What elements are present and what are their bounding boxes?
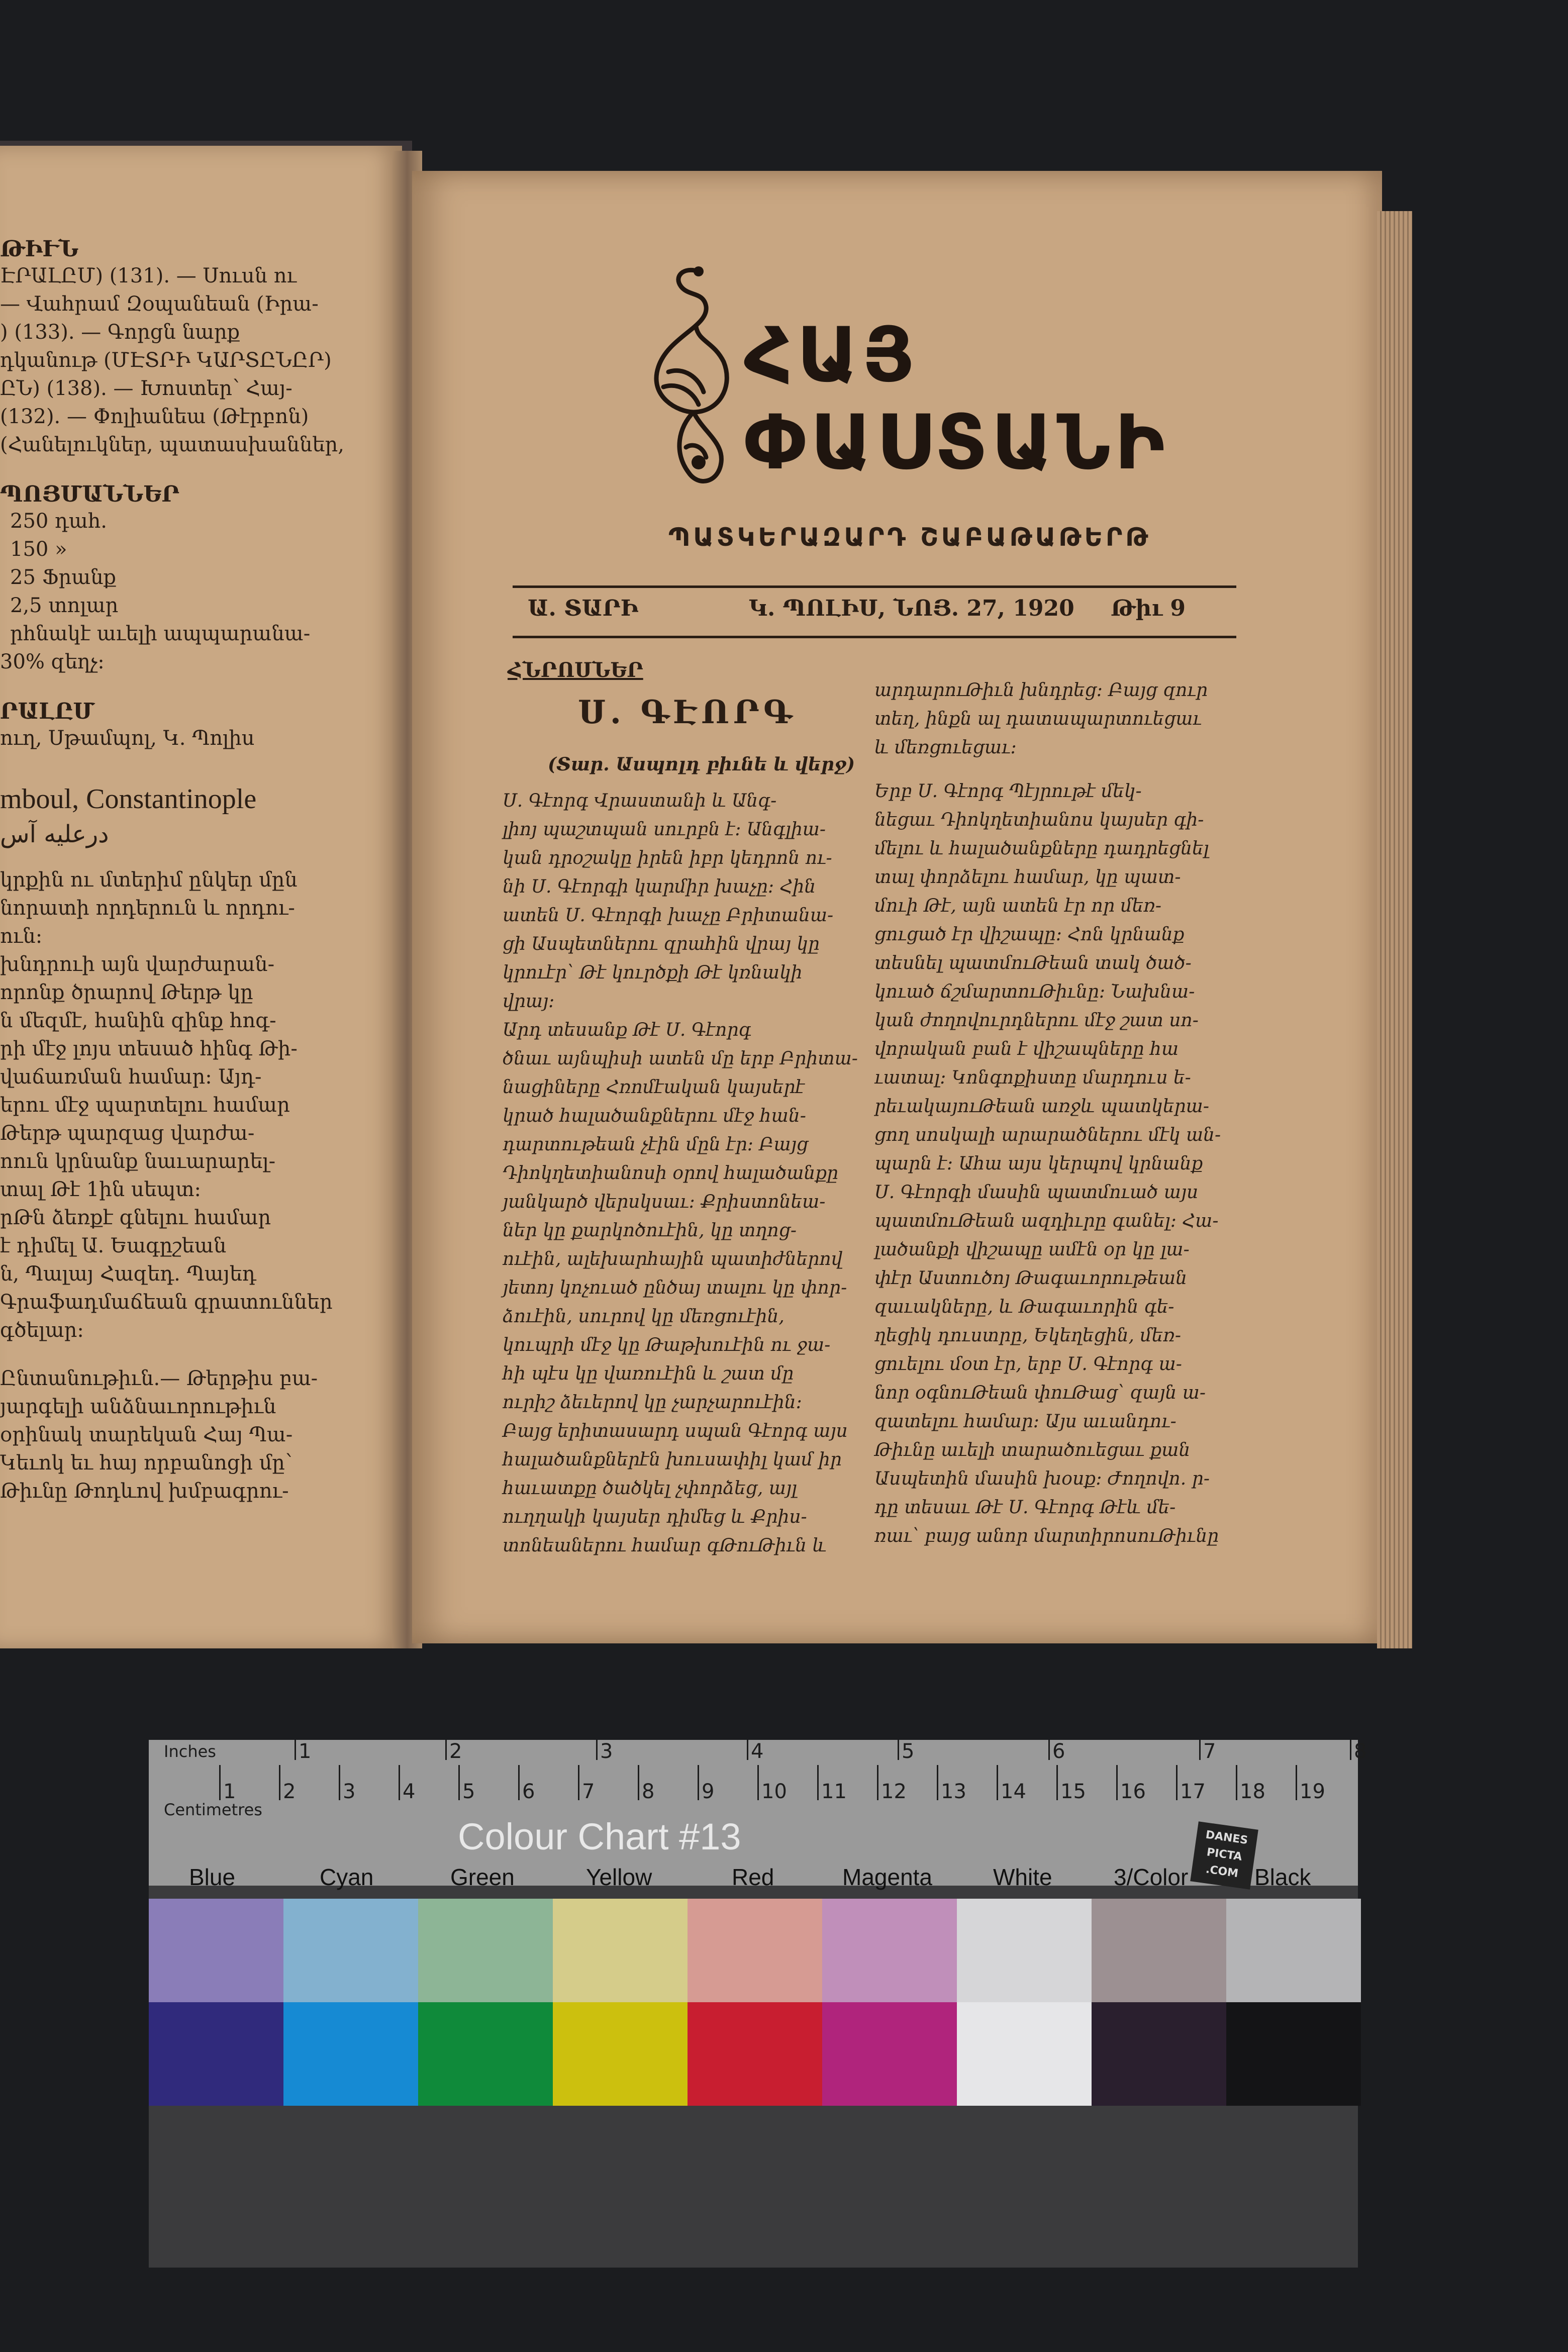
article-line: լածանքի վիշապը ամէն օր կը լա-	[874, 1239, 1190, 1260]
article-line: նեցաւ Դիոկղետիանոս կայսեր գի-	[874, 810, 1204, 830]
article-line: Ս. Գէորգ Վրաստանի և Անգ-	[503, 791, 777, 811]
place-date: Կ. ՊՈԼԻՍ, ՆՈՅ. 27, 1920	[749, 596, 1074, 621]
cm-tick	[578, 1765, 579, 1800]
article-line: Թիւնը աւելի տարածուեցաւ քան	[874, 1440, 1191, 1460]
colour-swatch-bottom	[688, 2002, 822, 2106]
inch-tick	[898, 1740, 899, 1760]
left-page-line: ՊՈՅՄԱՆՆԵՐ	[0, 481, 180, 507]
inch-number: 6	[1052, 1740, 1065, 1763]
inch-number: 1	[299, 1740, 312, 1763]
header-rule-top	[513, 585, 1236, 588]
cm-number: 19	[1300, 1780, 1325, 1803]
cm-number: 18	[1240, 1780, 1265, 1803]
article-line: Բայց երիտասարդ սպան Գէորգ այս	[503, 1421, 848, 1441]
article-line: հաւատքը ծածկել չփորձեց, այլ	[503, 1478, 798, 1499]
left-page-line: Ընտանութիւն.— Թերթիս բա-	[0, 1367, 318, 1390]
cm-tick	[638, 1765, 639, 1800]
article-line: պատմուԹեան ազդիւրը գանել: Հա-	[874, 1211, 1219, 1231]
article-line: կուած ճշմարտուԹիւնը: Նախնա-	[874, 982, 1195, 1002]
left-page-line: درعليه آس	[0, 820, 109, 848]
article-line: ղեցիկ դուստրը, Եկեղեցին, մեռ-	[874, 1325, 1182, 1346]
left-page-line: 2,5 տոլար	[10, 594, 119, 617]
article-line: կան ժողովուրդներու մէջ շատ սո-	[874, 1010, 1199, 1031]
left-page-line: է դիմել Ա. Եագըշեան	[0, 1234, 227, 1257]
ruler-cm-label: Centimetres	[164, 1800, 262, 1819]
ruler-inches-label: Inches	[164, 1742, 216, 1761]
cm-tick	[937, 1765, 938, 1800]
cm-number: 15	[1060, 1780, 1086, 1803]
left-page-line: խնդրուի այն վարժարան-	[0, 953, 275, 976]
article-line: հի պէս կը վառուէին և շատ մը	[503, 1363, 794, 1384]
left-page-line: Կեւոկ եւ հայ որբանոցի մը՝	[0, 1451, 292, 1475]
article-line: զատելու համար: Այս աւանդու-	[874, 1411, 1177, 1432]
colour-label: Yellow	[586, 1864, 652, 1890]
colour-label: Red	[732, 1864, 774, 1890]
article-line: ցուցած էր վիշապը: Հոն կրնանք	[874, 924, 1185, 945]
article-line: Երբ Ս. Գէորգ Պէյրութէ մեկ-	[874, 781, 1142, 802]
inch-number: 8	[1354, 1740, 1367, 1763]
left-page-line: տալ Թէ 1ին սեպտ:	[0, 1178, 201, 1201]
article-line: նացիները Հռոմէական կայսերէ	[503, 1077, 805, 1098]
left-page-line: 25 Ֆրանք	[10, 566, 117, 589]
left-page-line: ԷՐԱԼԸՄ) (131). — Սուսն ու	[0, 264, 297, 287]
article-byline: (Տար. Ասպոլդ բիւնե և վերջ)	[548, 754, 855, 775]
inch-tick	[295, 1740, 296, 1760]
cm-tick	[219, 1765, 221, 1800]
article-line: ուրիշ ձեւերով կը չարչարուէին:	[503, 1392, 802, 1413]
article-line: ձուէին, սուրով կը մեռցուէին,	[503, 1306, 785, 1327]
cm-number: 17	[1180, 1780, 1206, 1803]
newspaper-subtitle: ՊԱՏԿԵՐԱԶԱՐԴ ՇԱԲԱԹԱԹԵՐԹ	[668, 523, 1151, 552]
colour-swatch-bottom	[957, 2002, 1092, 2106]
article-line: ռաւ՝ բայց անոր մարտիրոսուԹիւնը	[874, 1526, 1219, 1546]
article-line: տեսնել պատմուԹեան տակ ծած-	[874, 953, 1192, 973]
left-page-line: գծելար:	[0, 1319, 84, 1342]
article-line: արդարուԹիւն խնդրեց: Բայց զուր	[874, 680, 1208, 701]
article-line: կրուէր՝ Թէ կուրծքի Թէ կռնակի	[503, 962, 803, 983]
colour-label: 3/Color	[1114, 1864, 1189, 1890]
article-line: ուէին, ալեխարհային պատիժներով	[503, 1249, 843, 1269]
inch-number: 3	[600, 1740, 613, 1763]
cm-number: 5	[462, 1780, 475, 1803]
left-page-line: ) (133). — Գորցն նարք	[0, 321, 240, 344]
article-line: լիոյ պաշտպան սուրբն է: Անգլիա-	[503, 819, 826, 840]
cm-tick	[1296, 1765, 1297, 1800]
colour-label: White	[993, 1864, 1052, 1890]
colour-swatch-top	[822, 1899, 957, 2002]
cm-tick	[1176, 1765, 1178, 1800]
cm-number: 9	[702, 1780, 715, 1803]
cm-tick	[877, 1765, 878, 1800]
inch-tick	[1048, 1740, 1050, 1760]
colour-swatch-bottom	[1226, 2002, 1361, 2106]
colour-swatch-top	[1092, 1899, 1226, 2002]
article-line: վրայ:	[503, 991, 555, 1012]
cm-number: 16	[1120, 1780, 1146, 1803]
danes-picta-logo: DANES PICTA .COM	[1190, 1821, 1258, 1890]
colour-swatch-top	[418, 1899, 553, 2002]
left-page-line: ՐԱԼԸՄ	[0, 699, 95, 724]
colour-swatch-bottom	[283, 2002, 418, 2106]
left-page-line: ԸՆ) (138). — Խոստեր՝ Հայ-	[0, 377, 292, 400]
article-line: հալածանքներէն խուսափիլ կամ իր	[503, 1449, 842, 1470]
inch-tick	[747, 1740, 748, 1760]
article-line: րեւակայուԹեան առջև պատկերա-	[874, 1096, 1209, 1117]
inch-number: 7	[1203, 1740, 1216, 1763]
cm-tick	[339, 1765, 340, 1800]
cm-tick	[458, 1765, 460, 1800]
colour-label: Black	[1254, 1864, 1311, 1890]
colour-swatch-top	[957, 1899, 1092, 2002]
article-line: մուի Թէ, այն ատեն էր որ մեռ-	[874, 896, 1162, 916]
article-column-2	[874, 676, 1221, 1550]
cm-number: 11	[821, 1780, 847, 1803]
year-label: Ա. ՏԱՐԻ	[528, 596, 638, 621]
left-page-line: 150 »	[10, 538, 67, 561]
left-page-line: որոնք ծրարով Թերթ կը	[0, 981, 253, 1004]
article-line: ծնաւ այնպիսի ատեն մը երբ Բրիտա-	[503, 1048, 858, 1069]
left-page-line: ԹԻՒՆ	[0, 236, 79, 262]
article-line: ատեն Ս. Գէորգի խաչը Բրիտանա-	[503, 905, 834, 926]
colour-swatch-bottom	[553, 2002, 688, 2106]
left-page-line: օրինակ տարեկան Հայ Պա-	[0, 1423, 293, 1446]
article-line: ցող սոսկալի արարածներու մէկ ան-	[874, 1125, 1221, 1145]
colour-swatch-top	[149, 1899, 283, 2002]
article-line: մելու և հալածանքները դադրեցնել	[874, 838, 1209, 859]
cm-number: 14	[1001, 1780, 1026, 1803]
left-page-line: րԹն ձեռքէ գնելու համար	[0, 1206, 271, 1229]
left-page-line: ոուն կրնանք նաւարարել-	[0, 1150, 276, 1173]
cm-number: 13	[941, 1780, 966, 1803]
left-page-line: mboul, Constantinople	[0, 783, 257, 815]
colour-swatch-top	[688, 1899, 822, 2002]
colour-swatch-bottom	[1092, 2002, 1226, 2106]
cm-tick	[757, 1765, 759, 1800]
issue-number: Թիւ 9	[1111, 596, 1186, 621]
article-line: դարտութեան չէին մըն էր: Բայց	[503, 1134, 808, 1155]
article-line: զաւակները, և Թագաւորին գե-	[874, 1297, 1174, 1317]
article-line: ցի Ասպետներու զրահին վրայ կը	[503, 934, 820, 954]
inch-tick	[1199, 1740, 1201, 1760]
left-page-line: Թիւնը Թոդևով խմբագրու-	[0, 1480, 289, 1503]
article-line: և մեռցուեցաւ:	[874, 737, 1017, 758]
left-page-line: (132). — Փոլիանեա (Թէրբոն)	[0, 405, 309, 428]
left-page-line: (Հանելուկներ, պատասխաններ,	[0, 433, 344, 456]
left-page-line: երու մէջ պարտելու համար	[0, 1094, 290, 1117]
left-page-line: նորատի որդերուն և որդու-	[0, 897, 295, 920]
article-title: Ս. ԳԷՈՐԳ	[578, 694, 796, 731]
inch-number: 4	[751, 1740, 764, 1763]
inch-number: 5	[902, 1740, 915, 1763]
left-page-line: 250 դահ.	[10, 510, 107, 533]
cm-tick	[817, 1765, 819, 1800]
left-page-line: դկանութ (ՄԷՏՐԻ ԿԱՐՏԸՆԸՐ)	[0, 349, 332, 372]
cm-tick	[518, 1765, 520, 1800]
article-line: կան դրօշակը իրեն իբր կեդրոն ու-	[503, 848, 832, 868]
left-page-line: յարգելի անձնաւորութիւն	[0, 1395, 276, 1418]
article-column-1	[503, 787, 858, 1560]
cm-tick	[1116, 1765, 1118, 1800]
left-page-line: ն, Պալայ Հազեդ. Պայեդ	[0, 1262, 256, 1286]
colour-swatch-top	[283, 1899, 418, 2002]
cm-number: 7	[582, 1780, 595, 1803]
left-page-line: — Վահրամ Զօպանեան (Իրա-	[0, 292, 319, 316]
inch-tick	[445, 1740, 447, 1760]
cm-tick	[1056, 1765, 1058, 1800]
colour-swatch-bottom	[418, 2002, 553, 2106]
left-page	[0, 146, 402, 1648]
masthead	[638, 261, 1169, 513]
article-line: տեղ, ինքն ալ դատապարտուեցաւ	[874, 709, 1202, 729]
cm-tick	[279, 1765, 280, 1800]
article-line: նոր օգնուԹեան փուԹաց՝ զայն ա-	[874, 1383, 1206, 1403]
cm-tick	[698, 1765, 699, 1800]
article-line: յանկարծ վերսկսաւ: Քրիստոնեա-	[503, 1192, 826, 1212]
article-line: Ս. Գէորգի մասին պատմուած այս	[874, 1182, 1199, 1203]
cm-number: 8	[642, 1780, 655, 1803]
article-line: վորական բան է վիշապները հա	[874, 1039, 1179, 1059]
inch-tick	[596, 1740, 598, 1760]
colour-swatch-top	[553, 1899, 688, 2002]
cm-number: 2	[283, 1780, 296, 1803]
cm-tick	[399, 1765, 400, 1800]
header-rule-bottom	[513, 636, 1236, 638]
left-page-line: կրքին ու մտերիմ ընկեր մըն	[0, 868, 298, 892]
colour-swatch-top	[1226, 1899, 1361, 2002]
section-heading: ՀՆՐՈՍՆԵՐ	[508, 658, 643, 682]
colour-chart	[149, 1740, 1367, 2268]
article-line: ցուելու մօտ էր, երբ Ս. Գէորգ ա-	[874, 1354, 1182, 1375]
article-line: պարն է: Ահա այս կերպով կրնանք	[874, 1153, 1203, 1174]
cm-number: 4	[403, 1780, 416, 1803]
left-page-line: ն մեզմէ, հանին զինք հոգ-	[0, 1009, 276, 1032]
chart-title: Colour Chart #13	[458, 1816, 741, 1857]
cm-number: 1	[223, 1780, 236, 1803]
article-line: Դիոկղետիանոսի օրով հալածանքը	[503, 1163, 839, 1184]
article-line: կրած հալածանքներու մէջ հան-	[503, 1106, 806, 1126]
left-page-line: ուն:	[0, 925, 43, 948]
colour-swatch-bottom	[822, 2002, 957, 2106]
left-page-line: Գրաֆադմաճեան գրատուններ	[0, 1291, 333, 1314]
left-page-line: 30% զեղչ:	[0, 650, 105, 673]
article-line: ներ կը քարկոծուէին, կը տղոց-	[503, 1220, 797, 1241]
newspaper-title: ՀԱՅ ՓԱՍՏԱՆԻ	[744, 312, 1169, 486]
article-line: ւատալ: Կոնգոքիստը մարդուս ե-	[874, 1067, 1191, 1088]
article-line: փէր Աստուծոյ Թագաւորութեան	[874, 1268, 1188, 1289]
article-line: տալ փորձելու համար, կը պատ-	[874, 867, 1181, 888]
article-line: նի Ս. Գէորգի կարմիր խաչը: Հին	[503, 876, 816, 897]
left-page-line: րհնակէ աւելի ապպարանա-	[10, 622, 311, 645]
colour-swatch-bottom	[149, 2002, 283, 2106]
article-line: յետոյ կոչուած ընծայ տալու կը փոր-	[503, 1278, 847, 1298]
left-page-line: ուղ, Սթամպոլ, Կ. Պոլիս	[0, 727, 255, 750]
article-line: տոնեաներու համար գԹուԹիւն և	[503, 1535, 827, 1556]
article-line: Արդ տեսանք Թէ Ս. Գէորգ	[503, 1020, 751, 1040]
article-line: կուպրի մէջ կը Թաթխուէին ու ջա-	[503, 1335, 831, 1355]
cm-tick	[1236, 1765, 1237, 1800]
left-page-line: րի մէջ լոյս տեսած հինգ Թի-	[0, 1037, 298, 1060]
page-edges	[1377, 211, 1412, 1648]
colour-label: Blue	[189, 1864, 236, 1890]
colour-label: Magenta	[842, 1864, 933, 1890]
cm-tick	[997, 1765, 998, 1800]
article-line: ուղղակի կայսեր դիմեց և Քրիս-	[503, 1507, 807, 1527]
inch-number: 2	[449, 1740, 462, 1763]
left-page-line: վաճառման համար: Այդ-	[0, 1065, 262, 1089]
article-line: Ասպետին մասին խօսք: Ժողովո. ր-	[874, 1468, 1210, 1489]
cm-number: 6	[522, 1780, 535, 1803]
inch-tick	[1350, 1740, 1351, 1760]
cm-number: 10	[761, 1780, 787, 1803]
article-line: դը տեսաւ Թէ Ս. Գէորգ Թէև մե-	[874, 1497, 1176, 1518]
cm-number: 3	[343, 1780, 356, 1803]
cm-number: 12	[881, 1780, 907, 1803]
colour-label: Green	[450, 1864, 515, 1890]
colour-label: Cyan	[320, 1864, 374, 1890]
left-page-line: Թերթ պարզաց վարժա-	[0, 1122, 255, 1145]
